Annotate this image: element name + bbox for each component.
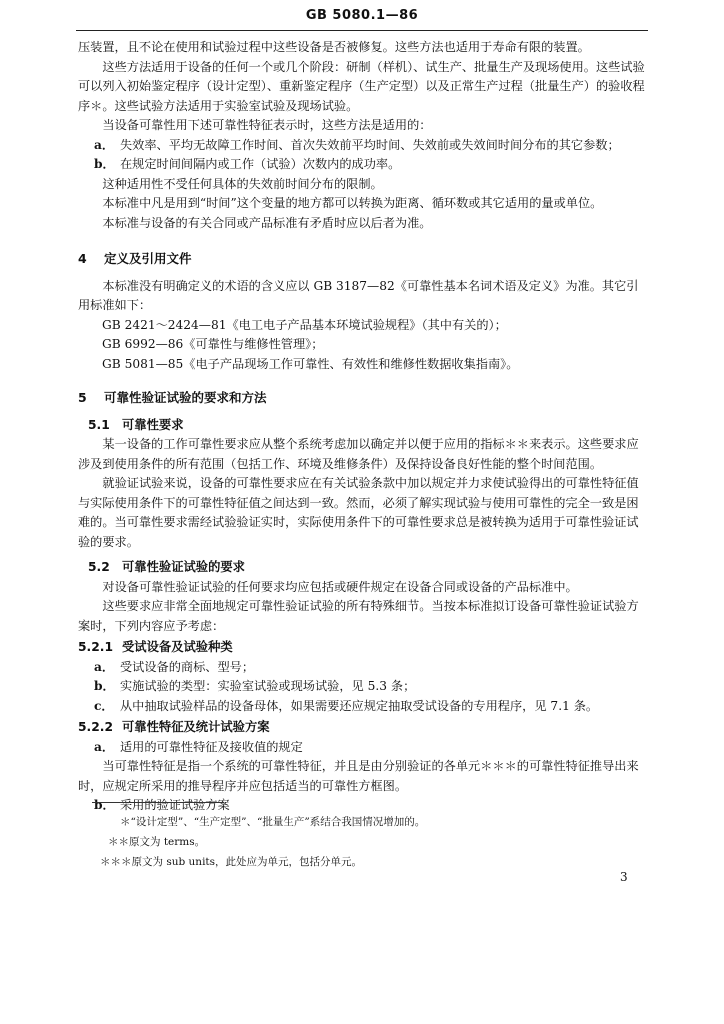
section-5-heading: [78, 388, 646, 408]
subsection-title: 可靠性验证试验的要求: [122, 560, 245, 574]
intro-paragraph-distribution: 这种适用性不受任何具体的失效前时间分布的限制。: [102, 176, 383, 191]
clause-5-2-2-heading: [78, 718, 646, 738]
footnote: ＊＊＊原文为 sub units，此处应为单元，包括分单元。: [100, 856, 363, 868]
list-item: [78, 155, 646, 175]
list-marker: c．: [94, 698, 114, 713]
list-item: [78, 677, 646, 697]
list-text: 实施试验的类型：实验室试验或现场试验，见 5.3 条；: [120, 679, 416, 693]
clause-title: 受试设备及试验种类: [122, 640, 233, 654]
section-title: 可靠性验证试验的要求和方法: [104, 390, 267, 405]
page-body: [78, 38, 646, 816]
subsection-number: 5.2: [88, 560, 110, 574]
list-text: 受试设备的商标、型号；: [120, 659, 255, 674]
footnote-rule: [92, 802, 224, 803]
header-rule: [76, 30, 648, 31]
list-text: 适用的可靠性特征及接收值的规定: [120, 739, 303, 754]
subsection-5-2-paragraph: 这些要求应非常全面地规定可靠性验证试验的所有特殊细节。当按本标准拟订设备可靠性验证试验方案时，下列内容应予考虑：: [78, 599, 639, 633]
section-4-heading: [78, 249, 646, 269]
subsection-5-1-paragraph: 就验证试验来说，设备的可靠性要求应在有关试验条款中加以规定并力求使试验得出的可靠性特征值与实际使用条件下的可靠性特征值之间达到一致。然而，必须了解实现试验与使用可靠性的完全一致是困难的。当可靠性要求需经试验验证实时，实际使用条件下的可靠性要求总是被转换为适用于可靠性验证试验的要求。: [78, 476, 639, 549]
intro-paragraph-precedence: 本标准与设备的有关合同或产品标准有矛盾时应以后者为准。: [102, 215, 432, 230]
subsection-5-2-heading: [78, 558, 646, 578]
list-item: [78, 658, 646, 678]
intro-paragraph-applicability: 这些方法适用于设备的任何一个或几个阶段：研制（样机）、试生产、批量生产及现场使用。这些试验可以列入初始鉴定程序（设计定型）、重新鉴定程序（生产定型）以及正常生产过程（批量生产）的验收程序＊。这些试验方法适用于实验室试验及现场试验。: [78, 59, 645, 113]
list-text: 在规定时间间隔内或工作（试验）次数内的成功率。: [120, 157, 401, 171]
reference-item: GB 6992—86《可靠性与维修性管理》；: [102, 337, 324, 351]
subsection-5-2-paragraph: 对设备可靠性验证试验的任何要求均应包括或硬件规定在设备合同或设备的产品标准中。: [102, 579, 578, 594]
list-text: 失效率、平均无故障工作时间、首次失效前平均时间、失效前或失效间时间分布的其它参数；: [120, 137, 620, 152]
list-item: [78, 136, 646, 156]
subsection-5-1-paragraph: 某一设备的工作可靠性要求应从整个系统考虑加以确定并以便于应用的指标＊＊来表示。这些要求应涉及到使用条件的所有范围（包括工作、环境及维修条件）及保持设备良好性能的整个时间范围。: [78, 437, 639, 471]
intro-paragraph-continued: 压装置，且不论在使用和试验过程中这些设备是否被修复。这些方法也适用于寿命有限的装置。: [78, 40, 590, 54]
list-item: [78, 697, 646, 717]
reference-item: GB 2421～2424—81《电工电子产品基本环境试验规程》（其中有关的）；: [102, 317, 507, 332]
page-header-title: GB 5080.1—86: [305, 8, 419, 23]
reference-item: GB 5081—85《电子产品现场工作可靠性、有效性和维修性数据收集指南》。: [102, 356, 519, 371]
list-marker: b．: [94, 157, 115, 171]
list-marker: a．: [94, 739, 115, 754]
clause-number: 5.2.1: [78, 640, 114, 654]
list-marker: b．: [94, 798, 115, 812]
page-number: 3: [620, 870, 628, 884]
section-4-paragraph: 本标准没有明确定义的术语的含义应以 GB 3187—82《可靠性基本名词术语及定义》为准。其它引用标准如下：: [78, 278, 639, 312]
section-number: 4: [78, 251, 87, 266]
list-marker: a．: [94, 659, 115, 674]
clause-5-2-1-heading: [78, 638, 646, 658]
intro-paragraph-time-variable: 本标准中凡是用到“时间”这个变量的地方都可以转换为距离、循环数或其它适用的量或单位。: [102, 196, 603, 210]
section-title: 定义及引用文件: [104, 251, 192, 266]
footnotes: [100, 812, 640, 872]
clause-number: 5.2.2: [78, 720, 114, 734]
section-number: 5: [78, 390, 87, 405]
list-text: 采用的验证试验方案: [120, 798, 230, 812]
list-marker: a．: [94, 137, 115, 152]
subsection-title: 可靠性要求: [122, 417, 184, 432]
footnote: ＊“设计定型”、“生产定型”、“批量生产”系结合我国情况增加的。: [120, 816, 426, 828]
footnote: ＊＊原文为 terms。: [108, 836, 206, 848]
subsection-5-1-heading: [78, 416, 646, 436]
clause-5-2-2-paragraph: 当可靠性特征是指一个系统的可靠性特征，并且是由分别验证的各单元＊＊＊的可靠性特征推导出来时，应规定所采用的推导程序并应包括适当的可靠性方框图。: [78, 759, 639, 793]
clause-title: 可靠性特征及统计试验方案: [122, 720, 270, 734]
list-item: [78, 738, 646, 758]
list-text: 从中抽取试验样品的设备母体，如果需要还应规定抽取受试设备的专用程序，见 7.1 条。: [120, 698, 599, 713]
intro-paragraph-characteristics: 当设备可靠性用下述可靠性特征表示时，这些方法是适用的：: [102, 118, 432, 132]
subsection-number: 5.1: [88, 417, 110, 432]
list-marker: b．: [94, 679, 115, 693]
